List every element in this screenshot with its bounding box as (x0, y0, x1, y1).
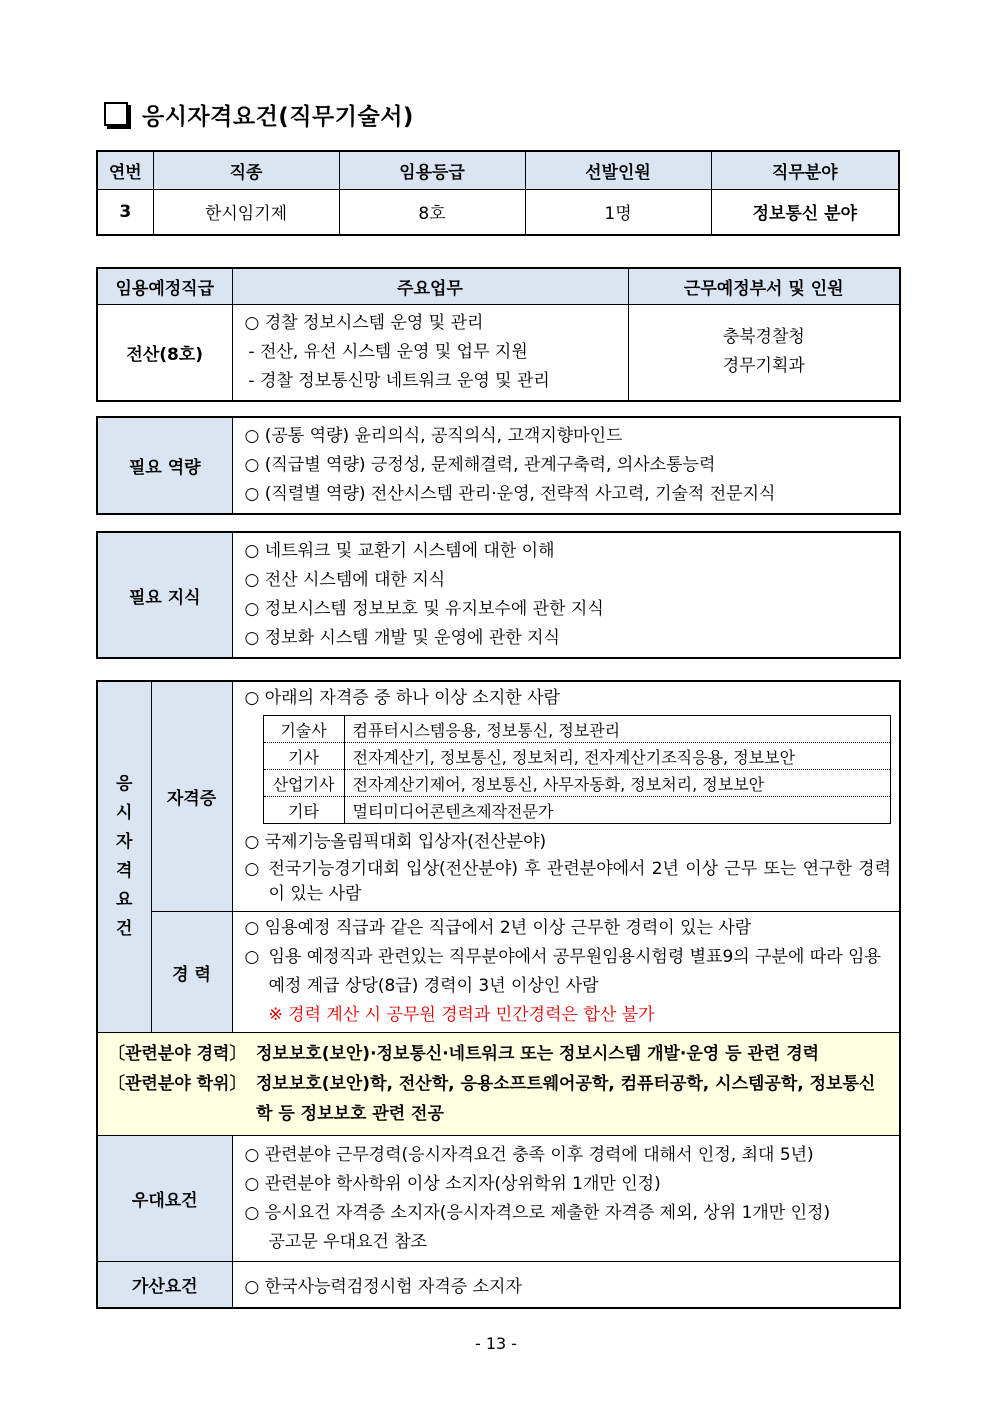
label-char: 요 (116, 890, 133, 910)
label-char: 건 (116, 919, 133, 939)
header-headcount: 선발인원 (525, 151, 711, 189)
certificate-names: 멀티미디어콘텐츠제작전문가 (344, 797, 891, 824)
career-note: ※ 경력 계산 시 공무원 경력과 민간경력은 합산 불가 (268, 1005, 655, 1025)
header-appointment-grade: 임용예정직급 (97, 268, 232, 304)
page-title-row (104, 96, 414, 132)
competency-list (232, 417, 900, 514)
career-text: 임용 예정직과 관련있는 직무분야에서 공무원임용시험령 별표9의 구분에 따라 임용예정 계급 상당(8급) 경력이 3년 이상인 사람 (268, 947, 881, 996)
cell-serial: 3 (97, 189, 153, 235)
certificate-row (263, 770, 891, 797)
department-division: 경무기획과 (722, 356, 805, 376)
label-char: 시 (116, 803, 133, 823)
department-name: 충북경찰청 (722, 327, 805, 347)
page-number: - 13 - (474, 1334, 518, 1353)
career-cell (232, 912, 900, 1033)
position-summary-table (96, 150, 900, 236)
preferred-list (232, 1136, 900, 1262)
cell-grade: 8호 (339, 189, 525, 235)
national-contest-text: 전국기능경기대회 입상(전산분야) 후 관련분야에서 2년 이상 근무 또는 연구한 경력이 있는 사람 (268, 859, 891, 904)
related-degree-tag: 〔관련분야 학위〕 (108, 1074, 247, 1094)
certificate-cell (232, 681, 900, 912)
certificate-type: 기사 (263, 743, 344, 770)
certificate-row (263, 716, 891, 743)
certificate-olympiad: ○ 국제기능올림픽대회 입상자(전산분야) (244, 832, 547, 852)
certificate-list-table (263, 715, 892, 824)
cell-job-type: 한시임기제 (153, 189, 339, 235)
certificate-label: 자격증 (151, 681, 232, 912)
career-item: ○ 임용예정 직급과 같은 직급에서 2년 이상 근무한 경력이 있는 사람 (244, 918, 752, 938)
certificate-names: 전자계산기, 정보통신, 정보처리, 전자계산기조직응용, 정보보안 (344, 743, 891, 770)
header-field: 직무분야 (711, 151, 899, 189)
competency-item: ○ (공통 역량) 윤리의식, 공직의식, 고객지향마인드 (244, 426, 623, 446)
certificate-type: 기타 (263, 797, 344, 824)
duties-table (96, 267, 901, 402)
header-grade: 임용등급 (339, 151, 525, 189)
knowledge-list (232, 532, 900, 658)
career-item (245, 943, 892, 1001)
duty-item: ○ 경찰 정보시스템 운영 및 관리 (244, 312, 484, 333)
knowledge-item: ○ 정보화 시스템 개발 및 운영에 관한 지식 (244, 628, 560, 648)
knowledge-table (96, 531, 901, 659)
label-char: 자 (116, 832, 133, 852)
preferred-item: ○ 응시요건 자격증 소지자(응시자격으로 제출한 자격증 제외, 상위 1개만 인정) (244, 1202, 831, 1223)
related-field-cell (97, 1033, 900, 1136)
certificate-names: 컴퓨터시스템응용, 정보통신, 정보관리 (344, 716, 891, 743)
certificate-type: 산업기사 (263, 770, 344, 797)
competency-item: ○ (직렬별 역량) 전산시스템 관리·운영, 전략적 사고력, 기술적 전문지식 (244, 484, 776, 504)
label-char: 응 (116, 774, 133, 794)
header-main-duties: 주요업무 (232, 268, 628, 304)
header-serial: 연번 (97, 151, 153, 189)
header-job-type: 직종 (153, 151, 339, 189)
duties-list (232, 304, 628, 401)
preferred-label: 우대요건 (97, 1136, 232, 1262)
cell-headcount: 1명 (525, 189, 711, 235)
cell-appointment-grade: 전산(8호) (97, 304, 232, 401)
certificate-names: 전자계산기제어, 정보통신, 사무자동화, 정보처리, 정보보안 (344, 770, 891, 797)
checkbox-square-icon (104, 102, 128, 126)
related-career-row (108, 1039, 891, 1069)
label-char: 격 (116, 861, 133, 881)
qualification-vertical-label (97, 681, 151, 1033)
competency-label: 필요 역량 (97, 417, 232, 514)
knowledge-item: ○ 전산 시스템에 대한 지식 (244, 570, 446, 590)
bullet-marker: ○ (244, 947, 260, 967)
competency-table (96, 416, 901, 515)
cell-field: 정보통신 분야 (711, 189, 899, 235)
competency-item: ○ (직급별 역량) 긍정성, 문제해결력, 관계구축력, 의사소통능력 (244, 455, 716, 475)
related-degree-row (108, 1069, 891, 1129)
certificate-row (263, 797, 891, 824)
page-title: 응시자격요건(직무기술서) (142, 103, 414, 130)
bullet-marker: ○ (244, 859, 260, 879)
related-career-tag: 〔관련분야 경력〕 (108, 1044, 247, 1064)
duty-item: - 전산, 유선 시스템 운영 및 업무 지원 (248, 341, 528, 362)
department-cell (628, 304, 900, 401)
knowledge-item: ○ 네트워크 및 교환기 시스템에 대한 이해 (244, 541, 555, 561)
bonus-label: 가산요건 (97, 1262, 232, 1308)
qualification-table (96, 680, 901, 1309)
certificate-national-contest (245, 857, 892, 907)
certificate-type: 기술사 (263, 716, 344, 743)
related-career-text: 정보보호(보안)·정보통신·네트워크 또는 정보시스템 개발·운영 등 관련 경력 (256, 1044, 820, 1064)
knowledge-label: 필요 지식 (97, 532, 232, 658)
knowledge-item: ○ 정보시스템 정보보호 및 유지보수에 관한 지식 (244, 599, 604, 619)
career-label: 경 력 (151, 912, 232, 1033)
duty-item: - 경찰 정보통신망 네트워크 운영 및 관리 (248, 370, 550, 391)
preferred-item: ○ 관련분야 근무경력(응시자격요건 충족 이후 경력에 대해서 인정, 최대 5년) (244, 1144, 814, 1165)
related-degree-text: 정보보호(보안)학, 전산학, 응용소프트웨어공학, 컴퓨터공학, 시스템공학, 정보통신학 등 정보보호 관련 전공 (256, 1074, 876, 1124)
certificate-intro: ○ 아래의 자격증 중 하나 이상 소지한 사람 (244, 688, 560, 708)
certificate-row (263, 743, 891, 770)
bonus-item: ○ 한국사능력검정시험 자격증 소지자 (232, 1262, 900, 1308)
preferred-note: 공고문 우대요건 참조 (268, 1231, 428, 1252)
preferred-item: ○ 관련분야 학사학위 이상 소지자(상위학위 1개만 인정) (244, 1173, 661, 1194)
header-department: 근무예정부서 및 인원 (628, 268, 900, 304)
